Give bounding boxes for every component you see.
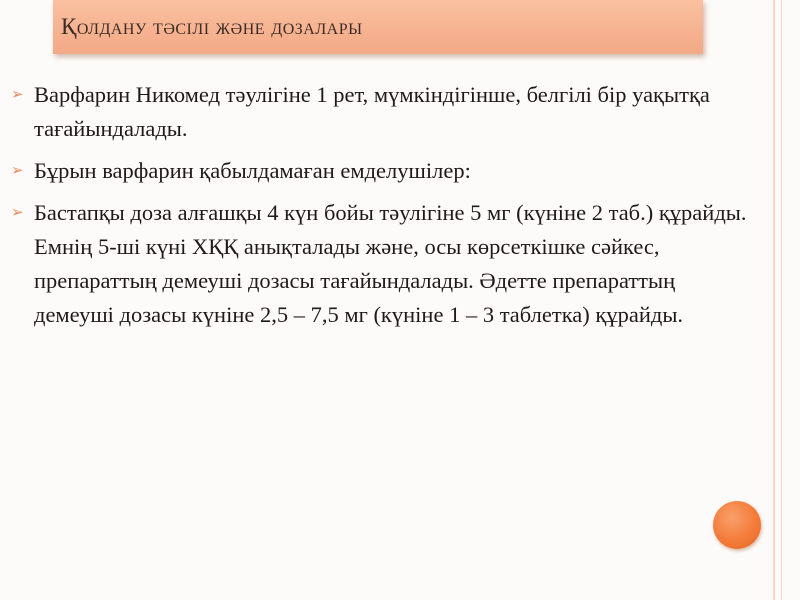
orange-circle-button[interactable] (713, 501, 761, 549)
decorative-rule-outer (773, 0, 775, 600)
slide-title: Қолдану тәсілі және дозалары (61, 14, 363, 39)
bullet-item (10, 78, 755, 146)
bullet-arrow-icon: ➢ (11, 163, 24, 179)
bullet-list (10, 78, 755, 340)
bullet-text: Варфарин Никомед тәулігіне 1 рет, мүмкіндігінше, белгілі бір уақытқа тағайындалады. (34, 82, 710, 141)
bullet-text: Бұрын варфарин қабылдамаған емделушілер: (34, 158, 471, 183)
bullet-arrow-icon: ➢ (11, 205, 24, 221)
bullet-arrow-icon: ➢ (11, 87, 24, 103)
bullet-item (10, 196, 755, 332)
decorative-rule-inner (781, 0, 782, 600)
bullet-text: Бастапқы доза алғашқы 4 күн бойы тәулігіне 5 мг (күніне 2 таб.) құрайды. Емнің 5-ші күні ХҚҚ анықталады және, осы көрсеткішке сәйкес, препараттың демеуші дозасы тағайындалады. Әдетте препараттың демеуші дозасы күніне 2,5 – 7,5 мг (күніне 1 – 3 таблетка) құрайды. (34, 200, 747, 327)
bullet-item (10, 154, 755, 188)
title-bar (53, 0, 703, 54)
